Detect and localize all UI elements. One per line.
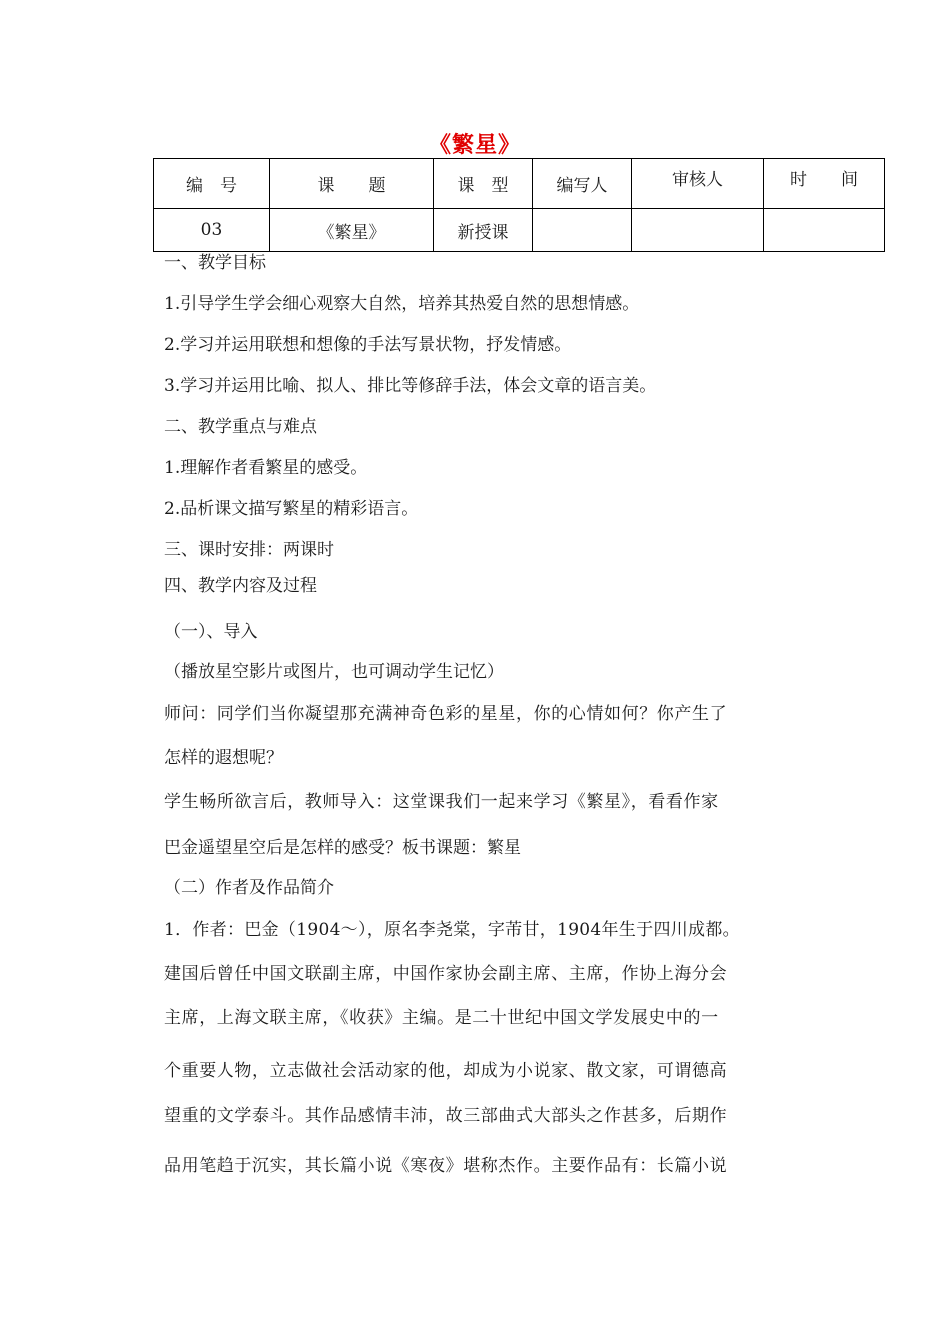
paragraph-line: 建国后曾任中国文联副主席，中国作家协会副主席、主席，作协上海分会	[164, 964, 728, 984]
subsection-heading-author: （二）作者及作品简介	[164, 878, 334, 898]
paragraph-line: 1．作者：巴金（1904～），原名李尧棠，字芾甘，1904年生于四川成都。	[164, 920, 740, 940]
goal-item: 2.学习并运用联想和想像的手法写景状物，抒发情感。	[164, 335, 572, 355]
cell-number: 03	[154, 209, 270, 252]
section-heading-goals: 一、教学目标	[164, 253, 266, 273]
paragraph-line: 师问：同学们当你凝望那充满神奇色彩的星星，你的心情如何？你产生了	[164, 704, 728, 724]
paragraph-line: 巴金遥望星空后是怎样的感受？板书课题：繁星	[164, 838, 521, 858]
goal-item: 3.学习并运用比喻、拟人、排比等修辞手法，体会文章的语言美。	[164, 376, 657, 396]
section-heading-process: 四、教学内容及过程	[164, 576, 317, 596]
cell-reviewer	[632, 209, 764, 252]
header-cell-type: 课 型	[434, 159, 533, 209]
header-cell-number: 编 号	[154, 159, 270, 209]
goal-item: 1.引导学生学会细心观察大自然，培养其热爱自然的思想情感。	[164, 294, 640, 314]
paragraph-line: 怎样的遐想呢？	[164, 748, 283, 768]
header-cell-reviewer: 审核人	[632, 159, 764, 209]
table-header-row	[154, 159, 885, 209]
paragraph-line: 望重的文学泰斗。其作品感情丰沛，故三部曲式大部头之作甚多，后期作	[164, 1106, 728, 1126]
section-heading-schedule: 三、课时安排：两课时	[164, 540, 334, 560]
cell-topic: 《繁星》	[270, 209, 434, 252]
subsection-heading-intro: （一）、导入	[164, 622, 258, 642]
header-cell-time: 时 间	[764, 159, 885, 209]
paragraph-line: 主席，上海文联主席，《收获》主编。是二十世纪中国文学发展史中的一	[164, 1008, 719, 1028]
keypoint-item: 1.理解作者看繁星的感受。	[164, 458, 368, 478]
paragraph-line: 学生畅所欲言后，教师导入：这堂课我们一起来学习《繁星》，看看作家	[164, 792, 719, 812]
header-cell-topic: 课 题	[270, 159, 434, 209]
paragraph-line: （播放星空影片或图片，也可调动学生记忆）	[164, 662, 504, 682]
table-row	[154, 209, 885, 252]
info-table	[153, 158, 885, 252]
paragraph-line: 个重要人物，立志做社会活动家的他，却成为小说家、散文家，可谓德高	[164, 1061, 728, 1081]
section-heading-keypoints: 二、教学重点与难点	[164, 417, 317, 437]
cell-time	[764, 209, 885, 252]
cell-author	[533, 209, 632, 252]
cell-type: 新授课	[434, 209, 533, 252]
keypoint-item: 2.品析课文描写繁星的精彩语言。	[164, 499, 419, 519]
page-title: 《繁星》	[428, 132, 521, 158]
paragraph-line: 品用笔趋于沉实，其长篇小说《寒夜》堪称杰作。主要作品有：长篇小说	[164, 1156, 728, 1176]
header-cell-author: 编写人	[533, 159, 632, 209]
